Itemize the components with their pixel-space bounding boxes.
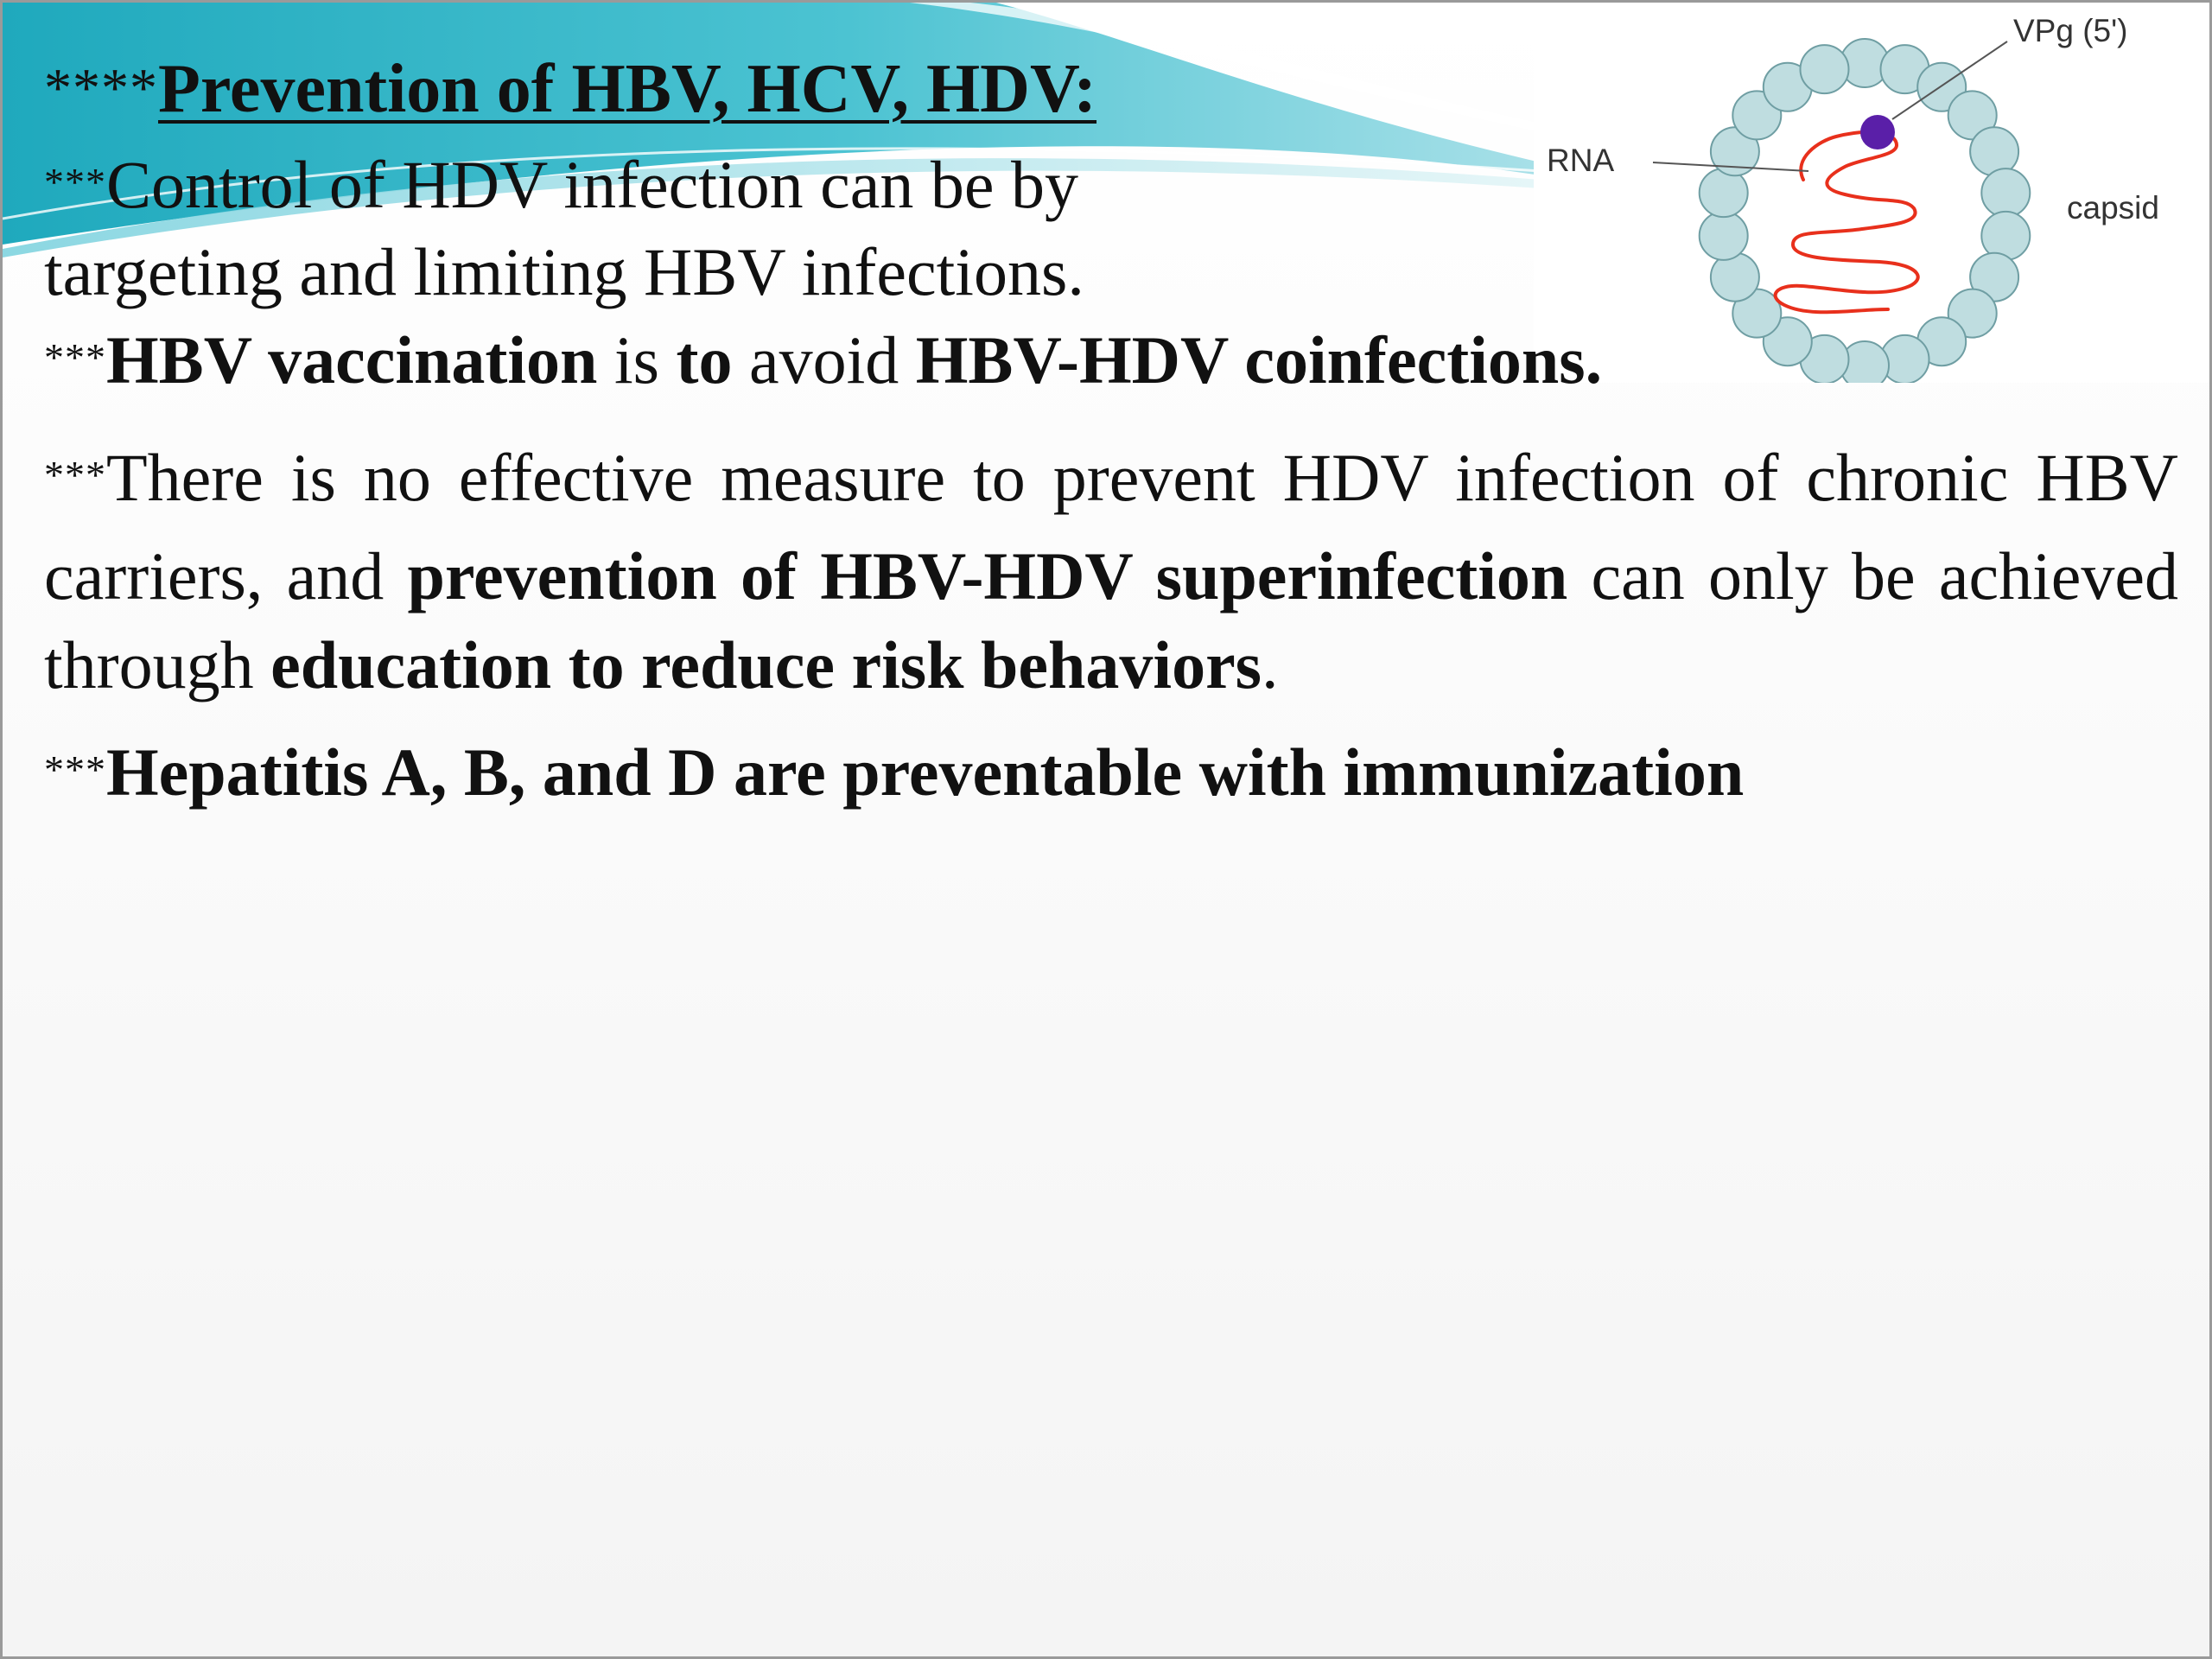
slide-body	[44, 46, 2178, 817]
slide-title	[44, 46, 2178, 132]
p1-line2: targeting and limiting HBV infections.	[44, 234, 1084, 310]
capsid-label: capsid	[2067, 190, 2159, 226]
title-text: Prevention of HBV, HCV, HDV:	[158, 51, 1097, 127]
p3-text-1: There is no effective measure to prevent HDV infection of chronic HBV carriers, and	[44, 440, 2178, 614]
p2-text-1: HBV vaccination	[106, 321, 598, 397]
p3-text-2: prevention of HBV-HDV superinfection	[407, 538, 1568, 614]
p4-text-1: Hepatitis A, B, and D are preventable with immunization	[106, 734, 1745, 810]
p2-text-2: is	[597, 321, 677, 397]
paragraph-hdv-control	[44, 141, 2178, 316]
paragraph-superinfection	[44, 433, 2178, 709]
p2-text-5: HBV-HDV coinfections.	[915, 321, 1603, 397]
bullet-marker: ***	[44, 160, 106, 204]
paragraph-hbv-vaccination	[44, 316, 2178, 404]
bullet-marker: ***	[44, 747, 106, 792]
p3-text-3: can only be achieved through	[44, 538, 2178, 703]
p2-text-4: avoid	[732, 321, 916, 397]
p3-text-5: .	[1262, 627, 1279, 703]
p3-text-4: education to reduce risk behaviors	[270, 627, 1262, 703]
bullet-marker: ***	[44, 453, 106, 498]
p2-text-3: to	[676, 321, 733, 397]
vpg-label: VPg (5')	[2013, 13, 2128, 48]
paragraph-immunization	[44, 728, 2178, 816]
bullet-marker: ***	[44, 334, 106, 379]
p1-line1: Control of HDV infection can be by	[106, 147, 1078, 222]
rna-label: RNA	[1547, 143, 1615, 178]
title-asterisks: ****	[44, 57, 158, 118]
